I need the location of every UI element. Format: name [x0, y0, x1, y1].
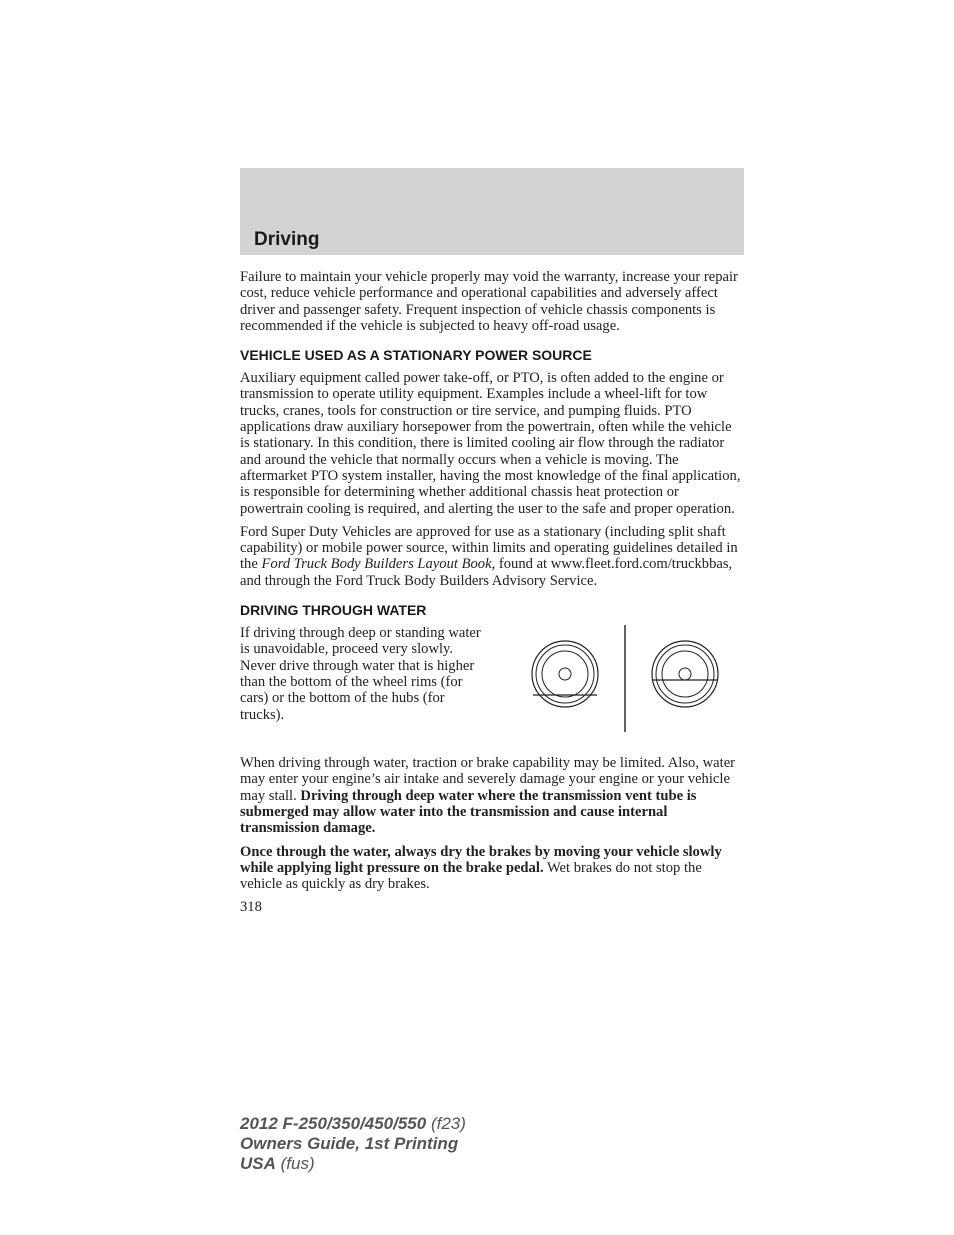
truck-wheel-icon [652, 641, 718, 707]
footer-line-2 [240, 1134, 466, 1154]
water-paragraph-1: If driving through deep or standing water is unavoidable, proceed very slowly. Never drive through water that is higher than the bottom of the wheel rims (for cars) or the bottom of the hubs (for trucks). [240, 625, 481, 723]
water-paragraph-3 [240, 844, 744, 893]
body-builders-book-title: Ford Truck Body Builders Layout Book, [261, 556, 496, 573]
pto-heading: VEHICLE USED AS A STATIONARY POWER SOURCE [240, 347, 592, 364]
pto-paragraph-1: Auxiliary equipment called power take-off, or PTO, is often added to the engine or transmission to operate utility equipment. Examples include a wheel-lift for tow trucks, cranes, tools for construction or tire service, and pumping fluids. PTO applications draw auxiliary horsepower from the powertrain, often while the vehicle is stationary. In this condition, there is limited cooling air flow through the radiator and around the vehicle that normally occurs when a vehicle is moving. The aftermarket PTO system installer, having the most knowledge of the final application, is responsible for determining whether additional chassis heat protection or powertrain cooling is required, and alerting the user to the safe and proper operation. [240, 370, 741, 517]
transmission-warning: Driving through deep water where the transmission vent tube is submerged may allow water into the transmission and cause internal transmission damage. [240, 787, 697, 837]
footer-line-3 [240, 1154, 466, 1174]
document-footer [240, 1114, 466, 1174]
pto-paragraph-2-text: Ford Super Duty Vehicles are approved for use as a stationary (including split shaft capability) or mobile power source, within limits and operating guidelines detailed in the [240, 523, 738, 573]
water-paragraph-2-text: When driving through water, traction or brake capability may be limited. Also, water may enter your engine’s air intake and severely damage your engine or your vehicle may stall. [240, 755, 736, 804]
section-header-band [240, 168, 744, 255]
footer-edition: Owners Guide, 1st Printing [240, 1134, 459, 1153]
pto-paragraph-2 [240, 524, 744, 589]
pto-paragraph-2-rest: found at www.fleet.ford.com/truckbbas, and through the Ford Truck Body Builders Advisory Service. [240, 556, 733, 589]
footer-line-1 [240, 1114, 466, 1134]
water-intro-block [240, 625, 744, 755]
water-heading: DRIVING THROUGH WATER [240, 602, 427, 619]
footer-market-code: (fus) [275, 1154, 315, 1173]
section-title: Driving [254, 229, 320, 250]
water-paragraph-3-text: Wet brakes do not stop the vehicle as quickly as dry brakes. [240, 859, 702, 893]
water-paragraph-2 [240, 755, 744, 836]
footer-market: USA [240, 1154, 276, 1173]
wheel-water-level-illustration [525, 625, 720, 735]
footer-model-code: (f23) [426, 1114, 466, 1133]
page-content [240, 269, 744, 916]
page-number: 318 [240, 899, 262, 916]
car-wheel-icon [532, 641, 598, 707]
intro-paragraph: Failure to maintain your vehicle properly may void the warranty, increase your repair cost, reduce vehicle performance and operational capabilities and adversely affect driver and passenger safety. Frequent inspection of vehicle chassis components is recommended if the vehicle is subjected to heavy off-road usage. [240, 269, 738, 334]
footer-model: 2012 F-250/350/450/550 [240, 1114, 427, 1133]
dry-brakes-warning: Once through the water, always dry the brakes by moving your vehicle slowly while applying light pressure on the brake pedal. [240, 843, 722, 876]
